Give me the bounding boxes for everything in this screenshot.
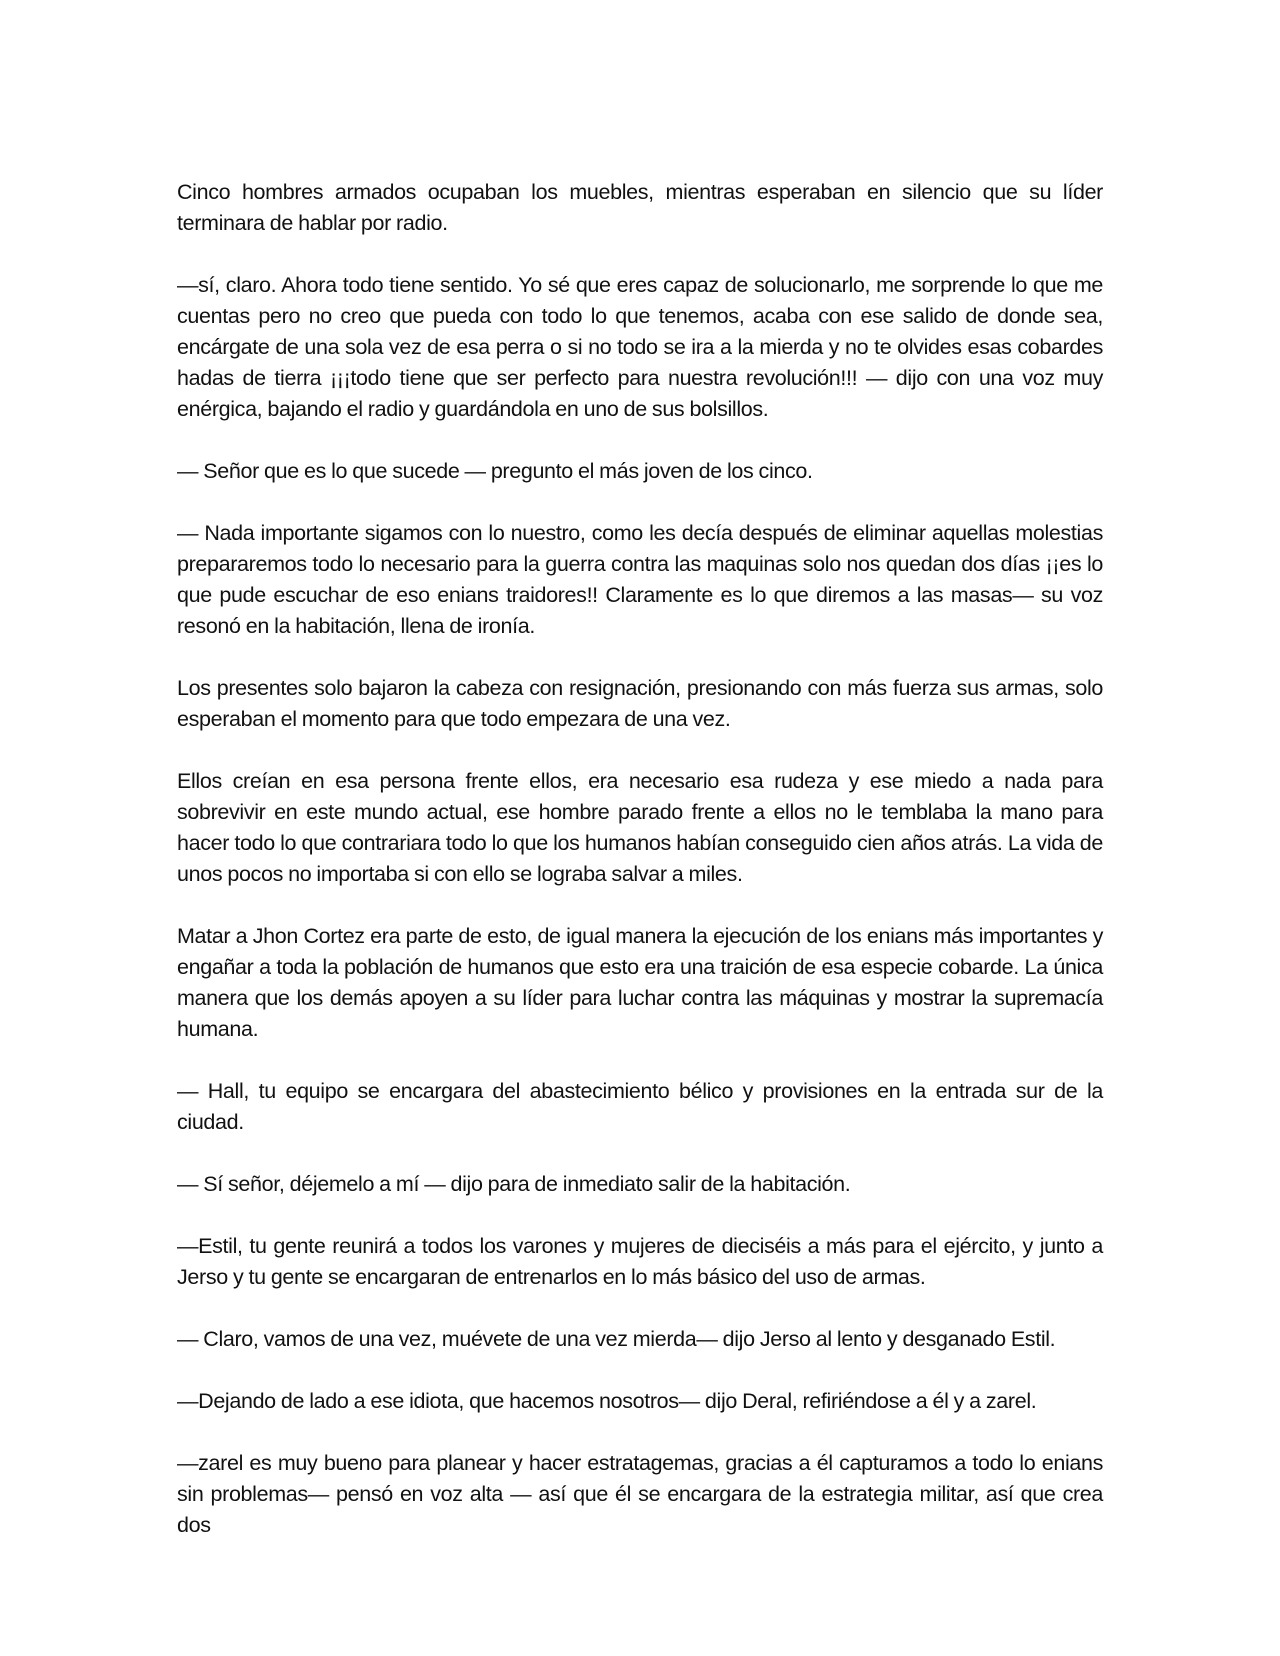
paragraph: Los presentes solo bajaron la cabeza con resignación, presionando con más fuerza sus armas, solo esperaban el momento para que todo empezara de una vez. (177, 676, 1103, 731)
paragraph: —sí, claro. Ahora todo tiene sentido. Yo sé que eres capaz de solucionarlo, me sorprende lo que me cuentas pero no creo que pueda con todo lo que tenemos, acaba con ese salido de donde sea, encárgate de una sola vez de esa perra o si no todo se ira a la mierda y no te olvides esas cobardes hadas de tierra ¡¡¡todo tiene que ser perfecto para nuestra revolución!!! — dijo con una voz muy enérgica, bajando el radio y guardándola en uno de sus bolsillos. (177, 273, 1103, 421)
paragraph: Matar a Jhon Cortez era parte de esto, de igual manera la ejecución de los enians más importantes y engañar a toda la población de humanos que esto era una traición de esa especie cobarde. La única manera que los demás apoyen a su líder para luchar contra las máquinas y mostrar la supremacía humana. (177, 924, 1103, 1041)
paragraph: —zarel es muy bueno para planear y hacer estratagemas, gracias a él capturamos a todo lo enians sin problemas— pensó en voz alta — así que él se encargara de la estrategia militar, así que crea dos (177, 1451, 1103, 1537)
paragraph: — Nada importante sigamos con lo nuestro, como les decía después de eliminar aquellas molestias prepararemos todo lo necesario para la guerra contra las maquinas solo nos quedan dos días ¡¡es lo que pude escuchar de eso enians traidores!! Claramente es lo que diremos a las masas— su voz resonó en la habitación, llena de ironía. (177, 521, 1103, 638)
paragraph: Cinco hombres armados ocupaban los muebles, mientras esperaban en silencio que su líder terminara de hablar por radio. (177, 180, 1103, 235)
paragraph: — Hall, tu equipo se encargara del abastecimiento bélico y provisiones en la entrada sur de la ciudad. (177, 1079, 1103, 1134)
document-page (177, 177, 1103, 1541)
paragraph: —Estil, tu gente reunirá a todos los varones y mujeres de dieciséis a más para el ejército, y junto a Jerso y tu gente se encargaran de entrenarlos en lo más básico del uso de armas. (177, 1234, 1103, 1289)
paragraph: Ellos creían en esa persona frente ellos, era necesario esa rudeza y ese miedo a nada para sobrevivir en este mundo actual, ese hombre parado frente a ellos no le temblaba la mano para hacer todo lo que contrariara todo lo que los humanos habían conseguido cien años atrás. La vida de unos pocos no importaba si con ello se lograba salvar a miles. (177, 769, 1103, 886)
paragraph: — Claro, vamos de una vez, muévete de una vez mierda— dijo Jerso al lento y desganado Estil. (177, 1327, 1056, 1351)
paragraph: —Dejando de lado a ese idiota, que hacemos nosotros— dijo Deral, refiriéndose a él y a zarel. (177, 1389, 1037, 1413)
paragraph: — Sí señor, déjemelo a mí — dijo para de inmediato salir de la habitación. (177, 1172, 851, 1196)
paragraph: — Señor que es lo que sucede — pregunto el más joven de los cinco. (177, 459, 813, 483)
